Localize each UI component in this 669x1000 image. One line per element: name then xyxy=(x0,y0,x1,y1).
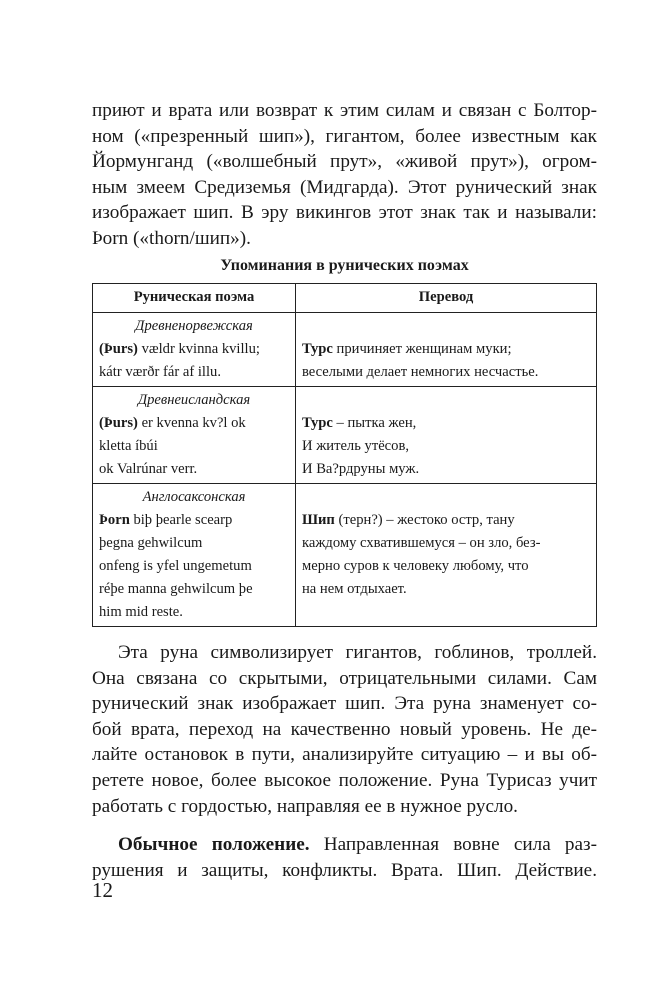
poem-cell xyxy=(93,313,296,387)
spacer xyxy=(302,486,590,509)
translation-cell xyxy=(296,484,597,627)
translation-line: на нем отдыхает. xyxy=(302,581,407,597)
poem-cell xyxy=(93,484,296,627)
intro-paragraph xyxy=(92,98,597,252)
translation-cell xyxy=(296,313,597,387)
normal-position-paragraph xyxy=(92,832,597,883)
rune-name: (Þurs) xyxy=(99,415,138,431)
poem-source: Древненорвежская xyxy=(135,318,253,334)
body-paragraph xyxy=(92,640,597,819)
table-header-row xyxy=(93,284,597,313)
text-line: Þorn («thorn/шип»). xyxy=(92,227,251,249)
poem-line: ok Valrúnar verr. xyxy=(99,461,198,477)
poem-text: er kvenna kv?l ok xyxy=(137,415,246,431)
poem-line: him mid reste. xyxy=(99,604,183,620)
translation-cell xyxy=(296,387,597,484)
translation-line: мерно суров к человеку любому, что xyxy=(302,558,529,574)
section-term: Обычное положение. xyxy=(118,834,310,855)
text-line: изображает шип. В эру викингов этот знак так и называли: xyxy=(92,202,597,224)
text-line: Эта руна символизирует гигантов, гоблинов, троллей. xyxy=(118,642,597,663)
poem-line xyxy=(99,509,289,532)
translation-line xyxy=(302,412,590,435)
rune-poems-table xyxy=(92,283,597,627)
poem-line: þegna gehwilcum xyxy=(99,535,203,551)
spacer xyxy=(302,315,590,338)
text-line: лайте остановок в пути, анализируйте ситуацию – и вы об- xyxy=(92,744,597,766)
translation-line: И житель утёсов, xyxy=(302,438,409,454)
text-line: приют и врата или возврат к этим силам и связан с Болтор- xyxy=(92,100,597,121)
poem-line xyxy=(99,338,289,361)
text-line: Она связана со скрытыми, отрицательными силами. Сам xyxy=(92,667,597,689)
poem-source: Древнеисландская xyxy=(137,392,251,408)
rune-name: (Þurs) xyxy=(99,341,138,357)
translation-line: веселыми делает немногих несчастье. xyxy=(302,364,539,380)
column-header-translation: Перевод xyxy=(296,284,597,313)
poem-source: Англосаксонская xyxy=(142,489,246,505)
rune-name: Þorn xyxy=(99,512,130,528)
poem-cell xyxy=(93,387,296,484)
rune-name: Шип xyxy=(302,512,335,528)
text-fragment: Направленная вовне сила раз- xyxy=(309,834,597,855)
text-line: работать с гордостью, направляя ее в нужное русло. xyxy=(92,795,518,817)
poem-line: kátr værðr fár af illu. xyxy=(99,364,221,380)
translation-text: (терн?) – жестоко остр, тану xyxy=(334,512,515,528)
translation-line: И Ва?рдруны муж. xyxy=(302,461,420,477)
rune-name: Турс xyxy=(302,415,333,431)
text-line: ном («презренный шип»), гигантом, более известным как xyxy=(92,125,597,147)
text-line: ретете новое, более высокое положение. Руна Турисаз учит xyxy=(92,769,597,791)
translation-text: причиняет женщинам муки; xyxy=(332,341,512,357)
poem-text: biþ þearle scearp xyxy=(129,512,233,528)
poem-text: vældr kvinna kvillu; xyxy=(137,341,260,357)
poem-line xyxy=(99,412,289,435)
spacer xyxy=(302,389,590,412)
column-header-poem: Руническая поэма xyxy=(93,284,296,313)
rune-name: Турс xyxy=(302,341,333,357)
table-row xyxy=(93,387,597,484)
translation-line: каждому схватившемуся – он зло, без- xyxy=(302,535,541,551)
translation-line xyxy=(302,338,590,361)
poem-line: réþe manna gehwilcum þe xyxy=(99,581,253,597)
translation-line xyxy=(302,509,590,532)
text-line: Йормунганд («волшебный прут», «живой прут»), огром- xyxy=(92,151,597,173)
translation-text: – пытка жен, xyxy=(332,415,417,431)
table-caption: Упоминания в рунических поэмах xyxy=(220,257,469,274)
text-line xyxy=(92,832,597,858)
poem-line: kletta íbúi xyxy=(99,438,158,454)
table-row xyxy=(93,313,597,387)
text-line: рушения и защиты, конфликты. Врата. Шип. Действие. xyxy=(92,859,597,881)
text-line: ным змеем Средиземья (Мидгарда). Этот рунический знак xyxy=(92,176,597,198)
text-line: рунический знак изображает шип. Эта руна знаменует со- xyxy=(92,693,597,715)
page-number: 12 xyxy=(92,878,113,902)
table-row xyxy=(93,484,597,627)
poem-line: onfeng is yfel ungemetum xyxy=(99,558,252,574)
text-line: бой врата, переход на качественно новый уровень. Не де- xyxy=(92,718,597,740)
